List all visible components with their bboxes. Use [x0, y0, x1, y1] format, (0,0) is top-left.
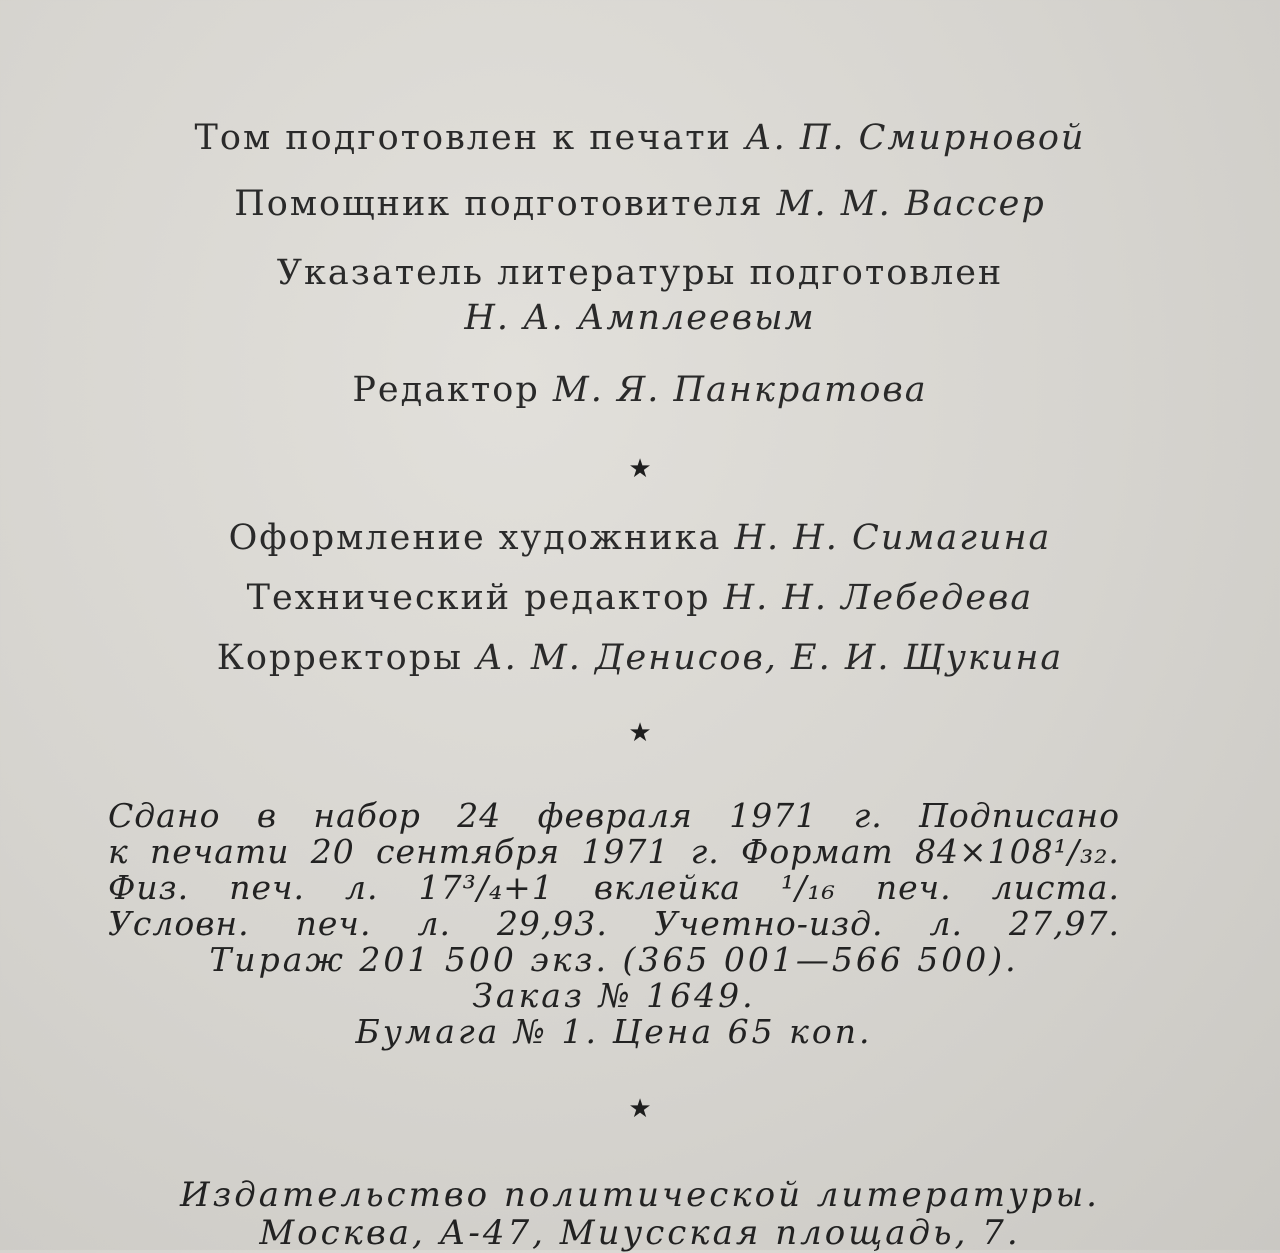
publisher-name: Издательство политической литературы.	[180, 1175, 1100, 1215]
credit-tech-editor	[0, 578, 1280, 618]
colophon-word: Формат	[741, 832, 894, 871]
credit-artist	[0, 518, 1280, 558]
colophon-word: в	[256, 796, 278, 835]
star-separator-icon: ★	[628, 1094, 652, 1124]
colophon-word: печ.	[295, 904, 372, 943]
credit-name: М. М. Вассер	[776, 184, 1046, 224]
colophon-word: Подписано	[919, 796, 1120, 835]
credit-name: Н. Н. Лебедева	[723, 578, 1034, 618]
colophon-word: 84×108¹/₃₂.	[915, 832, 1120, 871]
colophon-word: Физ.	[108, 868, 190, 907]
colophon-line-4	[108, 906, 1120, 942]
credit-name: А. М. Денисов, Е. И. Щукина	[476, 638, 1064, 678]
credit-label: Том подготовлен к печати	[194, 118, 732, 158]
credit-label: Технический редактор	[246, 578, 711, 618]
star-separator-icon: ★	[628, 454, 652, 484]
colophon-word: листа.	[991, 868, 1120, 907]
credit-assistant	[0, 184, 1280, 224]
colophon-paper-price: Бумага № 1. Цена 65 коп.	[355, 1012, 873, 1051]
colophon-word: л.	[345, 868, 379, 907]
colophon-word: 24	[457, 796, 502, 835]
credit-editor	[0, 370, 1280, 410]
credit-name: А. П. Смирновой	[745, 118, 1086, 158]
colophon-line-3	[108, 870, 1120, 906]
credit-label: Редактор	[352, 370, 540, 410]
colophon-word: 17³/₄+1	[418, 868, 554, 907]
colophon-word: г.	[690, 832, 720, 871]
credit-bibliography-name	[0, 298, 1280, 338]
colophon-word: печ.	[875, 868, 952, 907]
colophon-word: печ.	[229, 868, 305, 907]
credit-name: Н. Н. Симагина	[734, 518, 1052, 558]
colophon-word: л.	[417, 904, 451, 943]
colophon-line-1	[108, 798, 1120, 834]
colophon-word: 27,97.	[1008, 904, 1120, 943]
credit-label: Помощник подготовителя	[234, 184, 764, 224]
colophon-word: печати	[149, 832, 290, 871]
credit-proofreaders	[0, 638, 1280, 678]
colophon-word: Сдано	[108, 796, 221, 835]
colophon-word: 20	[310, 832, 355, 871]
publisher-address: Москва, А-47, Миусская площадь, 7.	[259, 1213, 1021, 1253]
credit-volume-prepared	[0, 118, 1280, 158]
colophon-word: 1971	[581, 832, 670, 871]
colophon-word: вклейка	[593, 868, 741, 907]
colophon-word: Условн.	[108, 904, 250, 943]
colophon-word: к	[108, 832, 129, 871]
colophon-word: набор	[313, 796, 421, 835]
credit-bibliography	[0, 253, 1280, 293]
colophon-word: г.	[853, 796, 883, 835]
colophon-word: 29,93.	[496, 904, 608, 943]
colophon-word: 1971	[729, 796, 818, 835]
credit-label: Оформление художника	[228, 518, 722, 558]
colophon-order: Заказ № 1649.	[472, 976, 756, 1015]
colophon-word: Учетно-изд.	[653, 904, 884, 943]
colophon	[108, 798, 1120, 1050]
colophon-word: ¹/₁₆	[781, 868, 836, 907]
colophon-word: февраля	[537, 796, 693, 835]
credit-label: Указатель литературы подготовлен	[276, 253, 1004, 293]
credit-name: М. Я. Панкратова	[552, 370, 928, 410]
colophon-line-2	[108, 834, 1120, 870]
star-separator-icon: ★	[628, 718, 652, 748]
colophon-word: л.	[929, 904, 963, 943]
colophon-word: сентября	[376, 832, 561, 871]
colophon-circulation: Тираж 201 500 экз. (365 001—566 500).	[209, 940, 1019, 979]
credit-label: Корректоры	[216, 638, 464, 678]
credit-name: Н. А. Амплеевым	[464, 298, 816, 338]
